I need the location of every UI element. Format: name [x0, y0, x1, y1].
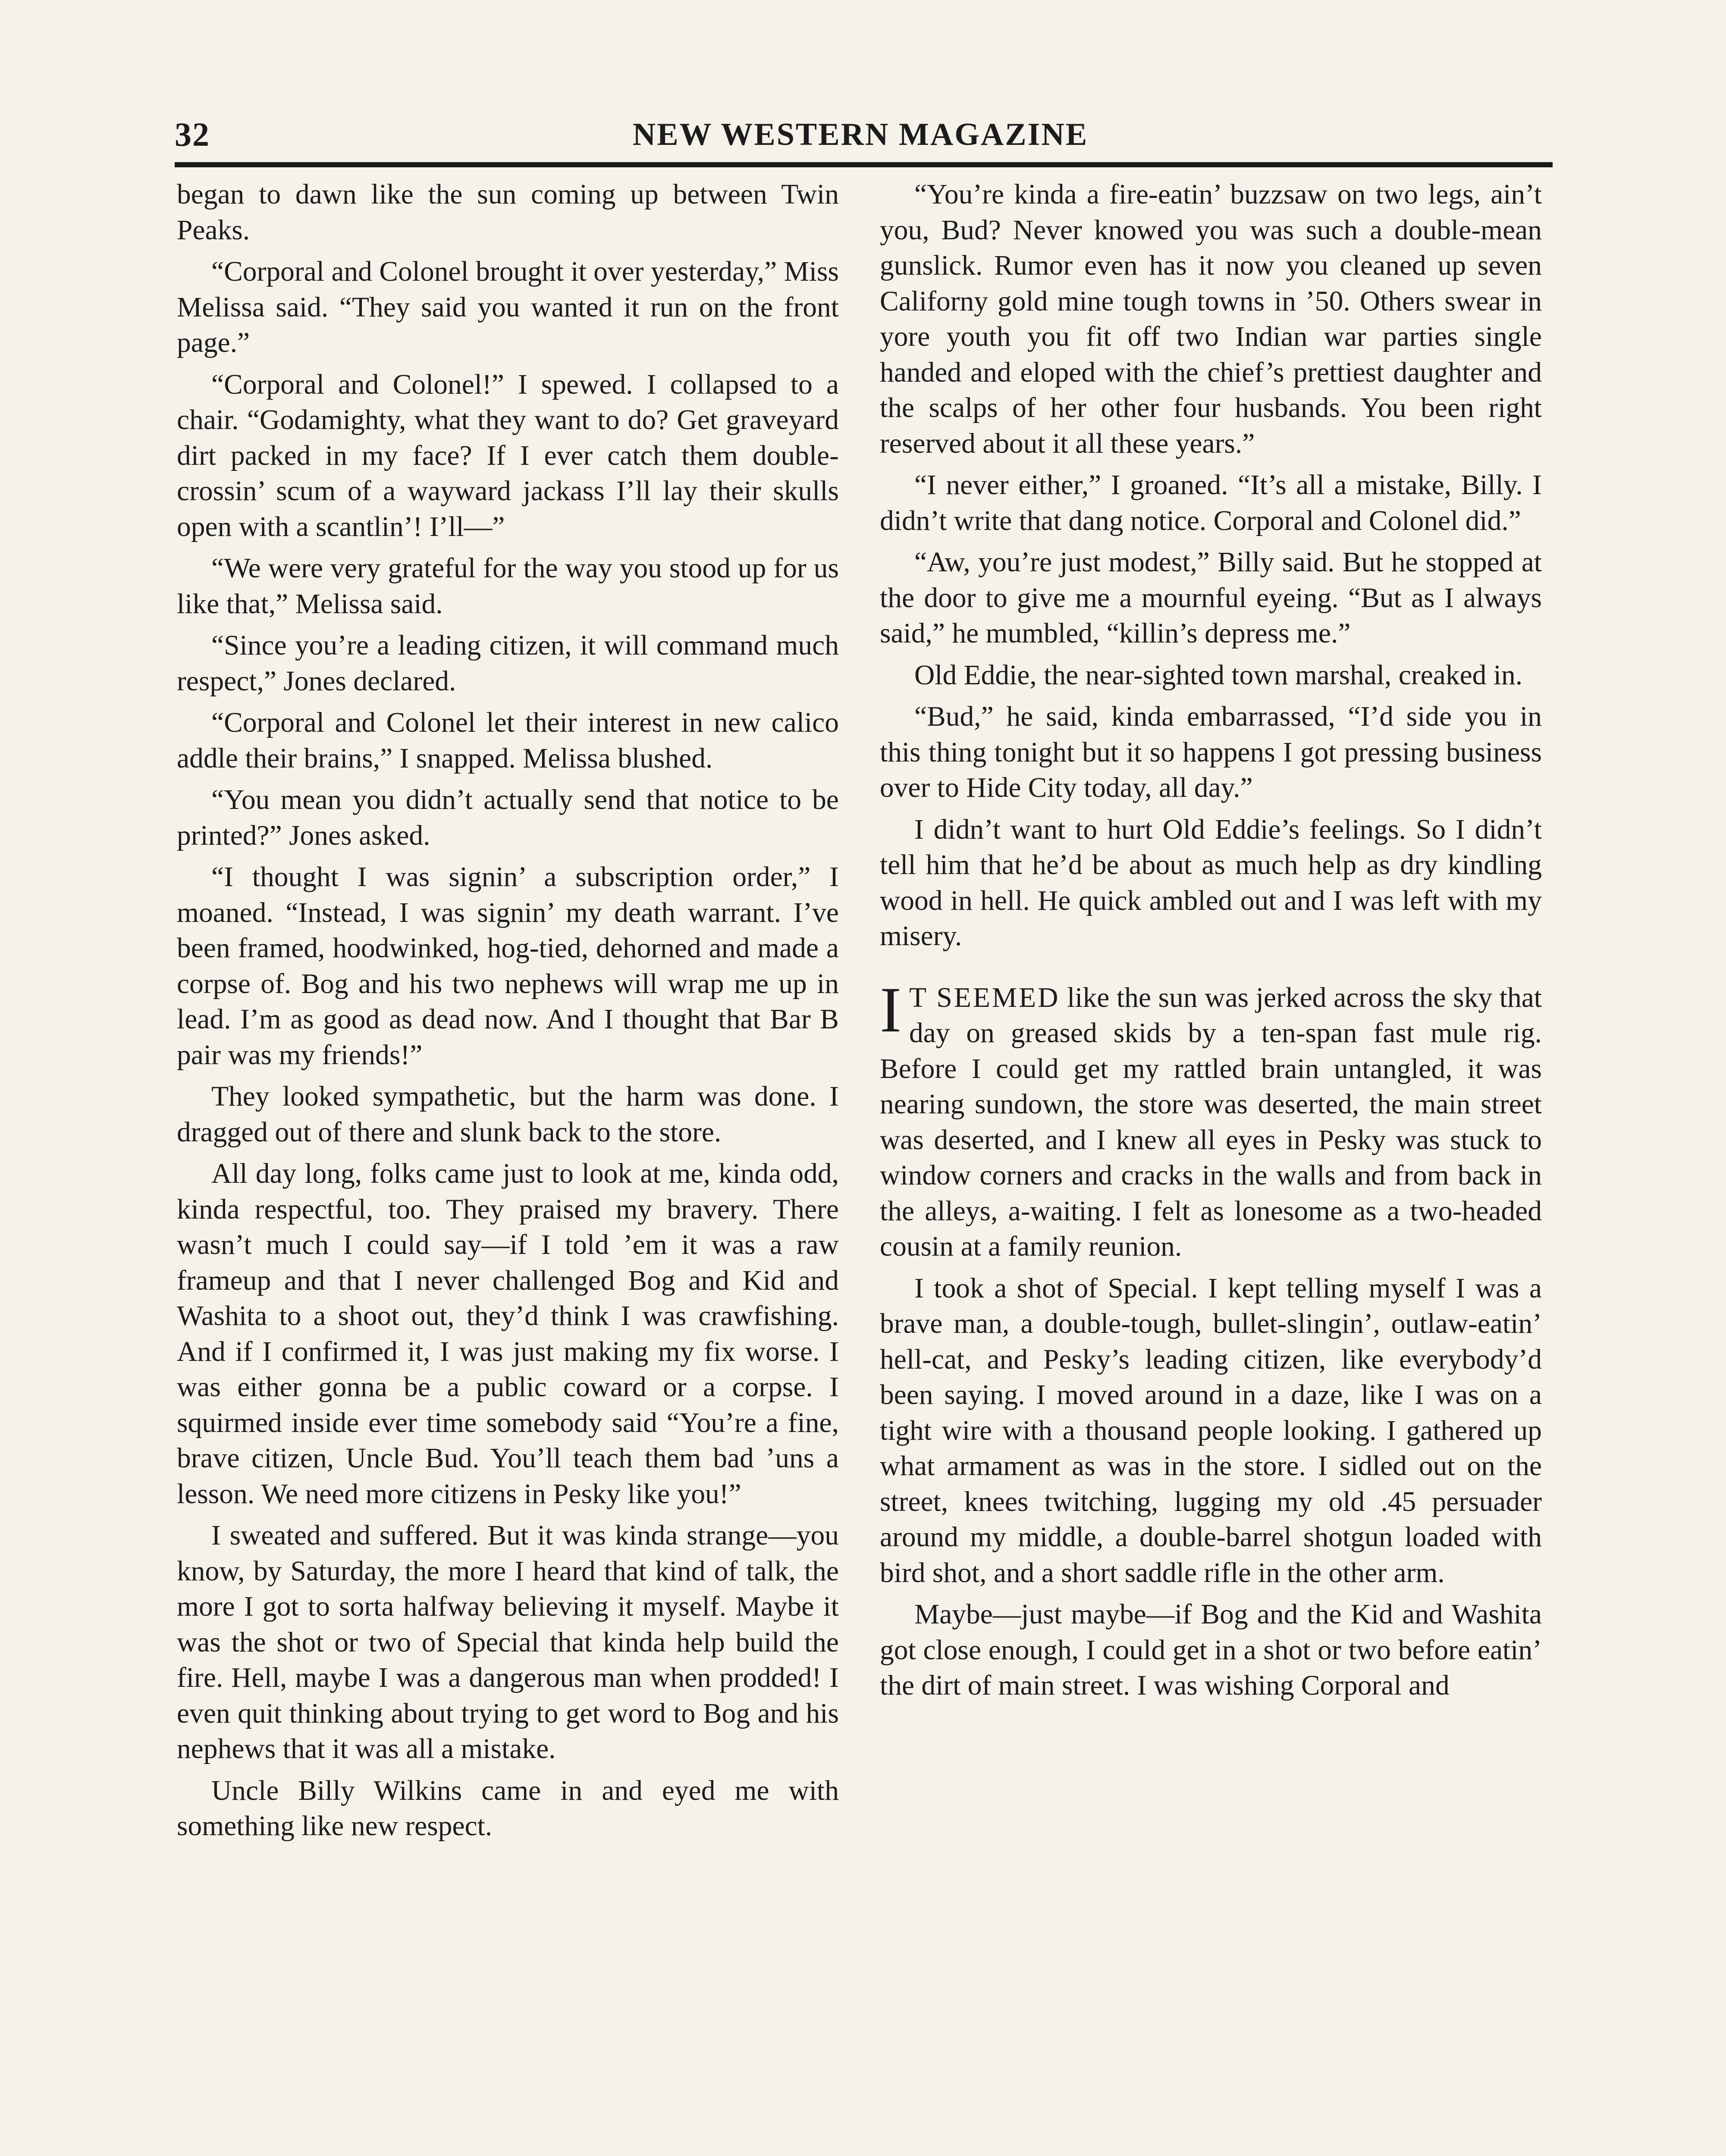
page-number: 32: [175, 116, 210, 153]
drop-cap: I: [880, 974, 901, 1046]
left-column: [177, 177, 839, 2156]
section-opening-text: like the sun was jerked across the sky that day on greased skids by a ten-span fast mule rig. Before I could get my rattled brain untangled, it was nearing sundown, the store was deserted, the main street was deserted, and I knew all eyes in Pesky was stuck to window corners and cracks in the walls and from back in the alleys, a-waiting. I felt as lonesome as a two-headed cousin at a family reunion.: [880, 982, 1542, 1262]
header-rule: [175, 162, 1553, 167]
paragraph: “We were very grateful for the way you stood up for us like that,” Melissa said.: [177, 553, 839, 620]
paragraph: “You mean you didn’t actually send that notice to be printed?” Jones asked.: [177, 784, 839, 851]
paragraph: They looked sympathetic, but the harm was done. I dragged out of there and slunk back to the store.: [177, 1081, 839, 1148]
magazine-title: NEW WESTERN MAGAZINE: [632, 117, 1089, 152]
paragraph: “Corporal and Colonel brought it over yesterday,” Miss Melissa said. “They said you wanted it run on the front page.”: [177, 256, 839, 358]
paragraph: “Corporal and Colonel!” I spewed. I collapsed to a chair. “Godamighty, what they want to do? Get graveyard dirt packed in my face? If I ever catch them double-crossin’ scum of a wayward jackass I’ll lay their skulls open with a scantlin’! I’ll—”: [177, 369, 839, 542]
page-header: [175, 113, 1546, 160]
paragraph: began to dawn like the sun coming up between Twin Peaks.: [177, 179, 839, 246]
paragraph: I sweated and suffered. But it was kinda strange—you know, by Saturday, the more I heard that kind of talk, the more I got to sorta halfway believing it myself. Maybe it was the shot or two of Special that kinda help build the fire. Hell, maybe I was a dangerous man when prodded! I even quit thinking about trying to get word to Bog and his nephews that it was all a mistake.: [177, 1520, 839, 1764]
paragraph: “I never either,” I groaned. “It’s all a mistake, Billy. I didn’t write that dang notice. Corporal and Colonel did.”: [880, 470, 1542, 536]
paragraph: Old Eddie, the near-sighted town marshal, creaked in.: [914, 659, 1523, 691]
paragraph: “You’re kinda a fire-eatin’ buzzsaw on two legs, ain’t you, Bud? Never knowed you was such a double-mean gunslick. Rumor even has it now you cleaned up seven Californy gold mine tough towns in ’50. Others swear in yore youth you fit off two Indian war parties single handed and eloped with the chief’s prettiest daughter and the scalps of her other four husbands. You been right reserved about it all these years.”: [880, 179, 1542, 459]
paragraph: Uncle Billy Wilkins came in and eyed me with something like new respect.: [177, 1775, 839, 1842]
paragraph: “I thought I was signin’ a subscription order,” I moaned. “Instead, I was signin’ my death warrant. I’ve been framed, hoodwinked, hog-tied, dehorned and made a corpse of. Bog and his two nephews will wrap me up in lead. I’m as good as dead now. And I thought that Bar B pair was my friends!”: [177, 862, 839, 1071]
paragraph: “Corporal and Colonel let their interest in new calico addle their brains,” I snapped. Melissa blushed.: [177, 707, 839, 774]
section-opening-paragraph: [880, 974, 1542, 1265]
paragraph: All day long, folks came just to look at me, kinda odd, kinda respectful, too. They praised my bravery. There wasn’t much I could say—if I told ’em it was a raw frameup and that I never challenged Bog and Kid and Washita to a shoot out, they’d think I was crawfishing. And if I confirmed it, I was just making my fix worse. I was either gonna be a public coward or a corpse. I squirmed inside ever time somebody said “You’re a fine, brave citizen, Uncle Bud. You’ll teach them bad ’uns a lesson. We need more citizens in Pesky like you!”: [177, 1158, 839, 1510]
right-column: [880, 177, 1542, 2156]
paragraph: “Since you’re a leading citizen, it will command much respect,” Jones declared.: [177, 630, 839, 697]
paragraph: I took a shot of Special. I kept telling myself I was a brave man, a double-tough, bullet-slingin’, outlaw-eatin’ hell-cat, and Pesky’s leading citizen, like everybody’d been saying. I moved around in a daze, like I was on a tight wire with a thousand people looking. I gathered up what armament as was in the store. I sidled out on the street, knees twitching, lugging my old .45 persuader around my middle, a double-barrel shotgun loaded with bird shot, and a short saddle rifle in the other arm.: [880, 1272, 1542, 1589]
paragraph: “Bud,” he said, kinda embarrassed, “I’d side you in this thing tonight but it so happens I got pressing business over to Hide City today, all day.”: [880, 701, 1542, 803]
paragraph: “Aw, you’re just modest,” Billy said. But he stopped at the door to give me a mournful eyeing. “But as I always said,” he mumbled, “killin’s depress me.”: [880, 547, 1542, 649]
paragraph: I didn’t want to hurt Old Eddie’s feelings. So I didn’t tell him that he’d be about as much help as dry kindling wood in hell. He quick ambled out and I was left with my misery.: [880, 814, 1542, 952]
section-lead-in: T SEEMED: [909, 982, 1060, 1013]
paragraph: Maybe—just maybe—if Bog and the Kid and Washita got close enough, I could get in a shot or two before eatin’ the dirt of main street. I was wishing Corporal and: [880, 1599, 1542, 1701]
